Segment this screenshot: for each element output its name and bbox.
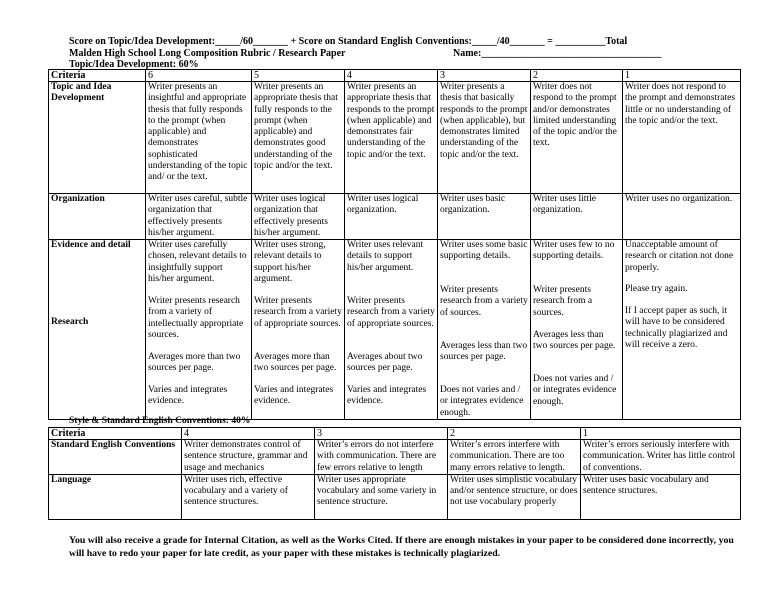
criteria-conventions: Standard English Conventions — [49, 440, 182, 475]
header2-score-4: 4 — [182, 428, 315, 440]
header2-criteria: Criteria — [49, 428, 182, 440]
evidence-2-research: Writer presents research from a sources. — [533, 285, 593, 318]
criteria-topic: Topic and Idea Development — [49, 82, 146, 194]
table-row — [49, 82, 741, 194]
rubric-title: Malden High School Long Composition Rubric / Research Paper — [69, 48, 346, 59]
evidence-6-integrates: Varies and integrates evidence. — [148, 385, 228, 407]
evidence-3-details: Writer uses some basic supporting details. — [440, 240, 528, 262]
header-criteria: Criteria — [49, 70, 146, 82]
header2-score-2: 2 — [448, 428, 581, 440]
criteria-evidence-label: Evidence and detail — [51, 240, 131, 251]
name-field: Name:____________________________________ — [453, 48, 662, 59]
rubric-table-topic — [48, 69, 741, 420]
rubric-table-conventions — [48, 427, 741, 520]
header-score-2: 2 — [531, 70, 623, 82]
criteria-organization: Organization — [49, 194, 146, 240]
cell-org-3: Writer uses basic organization. — [438, 194, 531, 240]
evidence-5-research: Writer presents research from a variety of appropriate sources. — [254, 296, 342, 329]
evidence-5-sources: Averages more than two sources per page. — [254, 352, 337, 374]
evidence-1-try-again: Please try again. — [625, 284, 688, 295]
cell-org-2: Writer uses little organization. — [531, 194, 623, 240]
cell-topic-5: Writer presents an appropriate thesis that fully responds to the prompt (when applicable) and demonstrates good understanding of the topic and/or the text. — [252, 82, 345, 194]
cell-evidence-3 — [438, 240, 531, 420]
header-score-4: 4 — [345, 70, 438, 82]
evidence-6-research: Writer presents research from a variety of intellectually appropriate sources. — [148, 296, 244, 341]
cell-topic-1: Writer does not respond to the prompt and demonstrates little or no understanding of the topic and/or the text. — [623, 82, 741, 194]
cell-evidence-2 — [531, 240, 623, 420]
evidence-3-sources: Averages less than two sources per page. — [440, 341, 528, 363]
header-score-1: 1 — [623, 70, 741, 82]
cell-conv-2: Writer’s errors interfere with communication. There are too many errors relative to length. — [448, 440, 581, 475]
evidence-6-sources: Averages more than two sources per page. — [148, 352, 241, 374]
section2-title: Style & Standard English Conventions: 40% — [69, 416, 251, 426]
evidence-4-sources: Averages about two sources per page. — [347, 352, 423, 374]
cell-conv-4: Writer demonstrates control of sentence structure, grammar and usage and mechanics — [182, 440, 315, 475]
cell-topic-3: Writer presents a thesis that basically responds to the prompt (when applicable), but demonstrates limited understanding of the topic and/or the text. — [438, 82, 531, 194]
cell-org-5: Writer uses logical organization that effectively presents his/her argument. — [252, 194, 345, 240]
cell-topic-6: Writer presents an insightful and appropriate thesis that fully responds to the prompt (when applicable) and demonstrates sophisticated understanding of the topic and/ or the text. — [146, 82, 252, 194]
criteria-evidence — [49, 240, 146, 420]
header2-score-1: 1 — [581, 428, 741, 440]
cell-evidence-1 — [623, 240, 741, 420]
table-row — [49, 240, 741, 420]
header-score-6: 6 — [146, 70, 252, 82]
header2-score-3: 3 — [315, 428, 448, 440]
score-line: Score on Topic/Idea Development:_____/60_______ + Score on Standard English Conventions:_____/40_______ = __________Total — [69, 36, 628, 47]
evidence-1-plagiarized: If I accept paper as such, it will have to be considered technically plagiarized and will receive a zero. — [625, 306, 728, 351]
table-row — [49, 440, 741, 475]
evidence-1-unacceptable: Unacceptable amount of research or citation not done properly. — [625, 240, 734, 273]
evidence-2-details: Writer uses few to no supporting details. — [533, 240, 615, 262]
cell-org-6: Writer uses careful, subtle organization that effectively presents his/her argument. — [146, 194, 252, 240]
footer-note: You will also receive a grade for Internal Citation, as well as the Works Cited. If there are enough mistakes in your paper to be considered done incorrectly, you will have to redo your paper for late credit, as your paper with these mistakes is technically plagiarized. — [69, 535, 734, 559]
section1-title: Topic/Idea Development: 60% — [69, 59, 199, 70]
evidence-4-research: Writer presents research from a variety of appropriate sources. — [347, 296, 435, 329]
evidence-4-details: Writer uses relevant details to support his/her argument. — [347, 240, 424, 273]
cell-evidence-5 — [252, 240, 345, 420]
evidence-5-details: Writer uses strong, relevant details to support his/her argument. — [254, 240, 326, 285]
cell-topic-2: Writer does not respond to the prompt and/or demonstrates limited understanding of the topic and/or the text. — [531, 82, 623, 194]
cell-lang-4: Writer uses rich, effective vocabulary and a variety of sentence structures. — [182, 474, 315, 519]
evidence-5-integrates: Varies and integrates evidence. — [254, 385, 334, 407]
evidence-3-research: Writer presents research from a variety of sources. — [440, 285, 528, 318]
evidence-3-integrates: Does not varies and / or integrates evidence enough. — [440, 385, 524, 418]
header-score-5: 5 — [252, 70, 345, 82]
table-row — [49, 474, 741, 519]
cell-org-1: Writer uses no organization. — [623, 194, 741, 240]
cell-topic-4: Writer presents an appropriate thesis that responds to the prompt (when applicable) and demonstrates fair understanding of the topic and/or the text. — [345, 82, 438, 194]
cell-lang-2: Writer uses simplistic vocabulary and/or sentence structure, or does not use vocabulary properly — [448, 474, 581, 519]
cell-evidence-6 — [146, 240, 252, 420]
criteria-language: Language — [49, 474, 182, 519]
header-score-3: 3 — [438, 70, 531, 82]
cell-lang-1: Writer uses basic vocabulary and sentence structures. — [581, 474, 741, 519]
evidence-6-details: Writer uses carefully chosen, relevant details to insightfully support his/her argument. — [148, 240, 247, 285]
cell-conv-1: Writer’s errors seriously interfere with communication. Writer has little control of conventions. — [581, 440, 741, 475]
cell-lang-3: Writer uses appropriate vocabulary and some variety in sentence structure. — [315, 474, 448, 519]
cell-evidence-4 — [345, 240, 438, 420]
evidence-2-integrates: Does not varies and / or integrates evidence enough. — [533, 374, 617, 407]
evidence-2-sources: Averages less than two sources per page. — [533, 330, 616, 352]
cell-conv-3: Writer’s errors do not interfere with communication. There are few errors relative to length — [315, 440, 448, 475]
criteria-research-label: Research — [51, 317, 89, 328]
evidence-4-integrates: Varies and integrates evidence. — [347, 385, 427, 407]
table-row — [49, 194, 741, 240]
cell-org-4: Writer uses logical organization. — [345, 194, 438, 240]
